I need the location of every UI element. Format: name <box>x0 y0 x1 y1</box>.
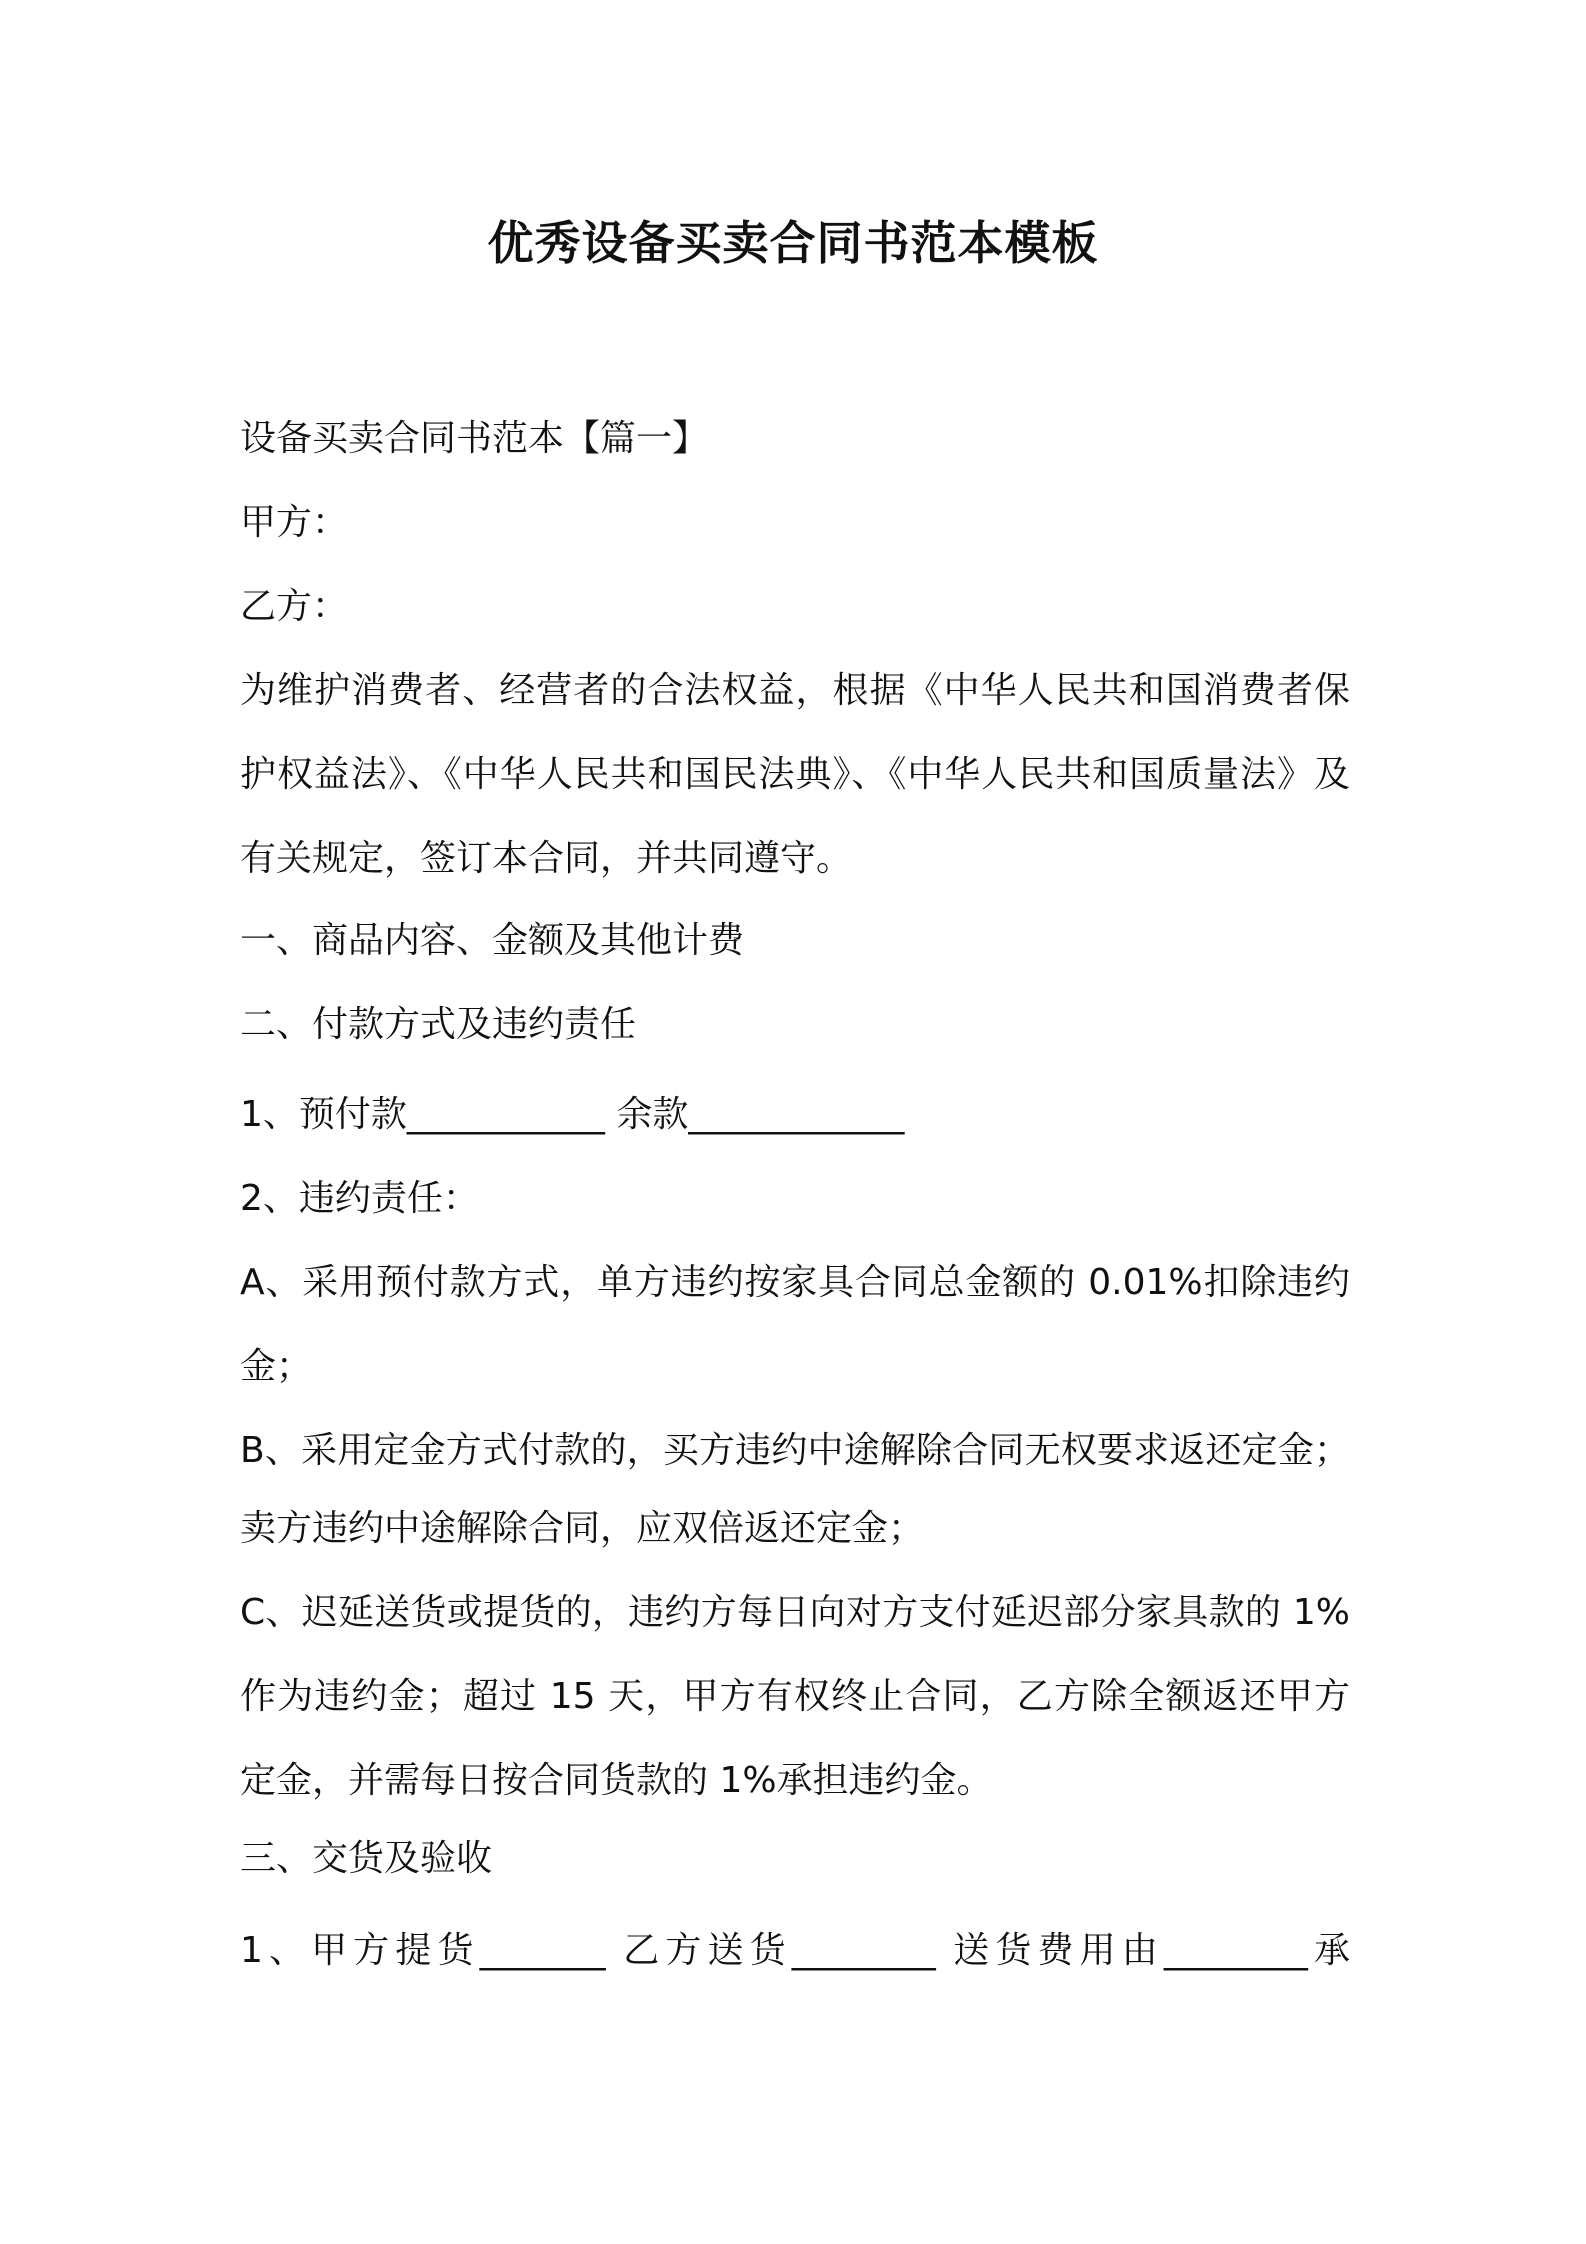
paragraph-line: 金； <box>240 1346 313 1387</box>
clause-heading-one: 一、商品内容、金额及其他计费 <box>240 920 745 961</box>
paragraph-line: 护权益法》、《中华人民共和国民法典》、《中华人民共和国质量法》及 <box>240 754 1350 795</box>
clause-heading-three: 三、交货及验收 <box>240 1838 493 1879</box>
paragraph-line: 卖方违约中途解除合同，应双倍返还定金； <box>240 1508 925 1549</box>
paragraph-line: 为维护消费者、经营者的合法权益，根据《中华人民共和国消费者保 <box>240 670 1350 711</box>
party-b-label: 乙方： <box>240 586 349 627</box>
delivery-line: 1、甲方提货_______ 乙方送货________ 送货费用由________承 <box>240 1930 1350 1971</box>
clause-item: 2、违约责任： <box>240 1178 479 1219</box>
paragraph-line: 作为违约金；超过 15 天，甲方有权终止合同，乙方除全额返还甲方 <box>240 1676 1350 1717</box>
section-heading-part-one: 设备买卖合同书范本【篇一】 <box>240 418 709 459</box>
paragraph-line: A、采用预付款方式，单方违约按家具合同总金额的 0.01%扣除违约 <box>240 1262 1350 1303</box>
paragraph-line: B、采用定金方式付款的，买方违约中途解除合同无权要求返还定金； <box>240 1430 1350 1471</box>
paragraph-line: 定金，并需每日按合同货款的 1%承担违约金。 <box>240 1760 993 1801</box>
document-title: 优秀设备买卖合同书范本模板 <box>487 216 1099 270</box>
paragraph-line: 有关规定，签订本合同，并共同遵守。 <box>240 838 853 879</box>
prepayment-line: 1、预付款___________ 余款____________ <box>240 1094 905 1135</box>
party-a-label: 甲方： <box>240 502 349 543</box>
clause-heading-two: 二、付款方式及违约责任 <box>240 1004 637 1045</box>
paragraph-line: C、迟延送货或提货的，违约方每日向对方支付延迟部分家具款的 1% <box>240 1592 1350 1633</box>
